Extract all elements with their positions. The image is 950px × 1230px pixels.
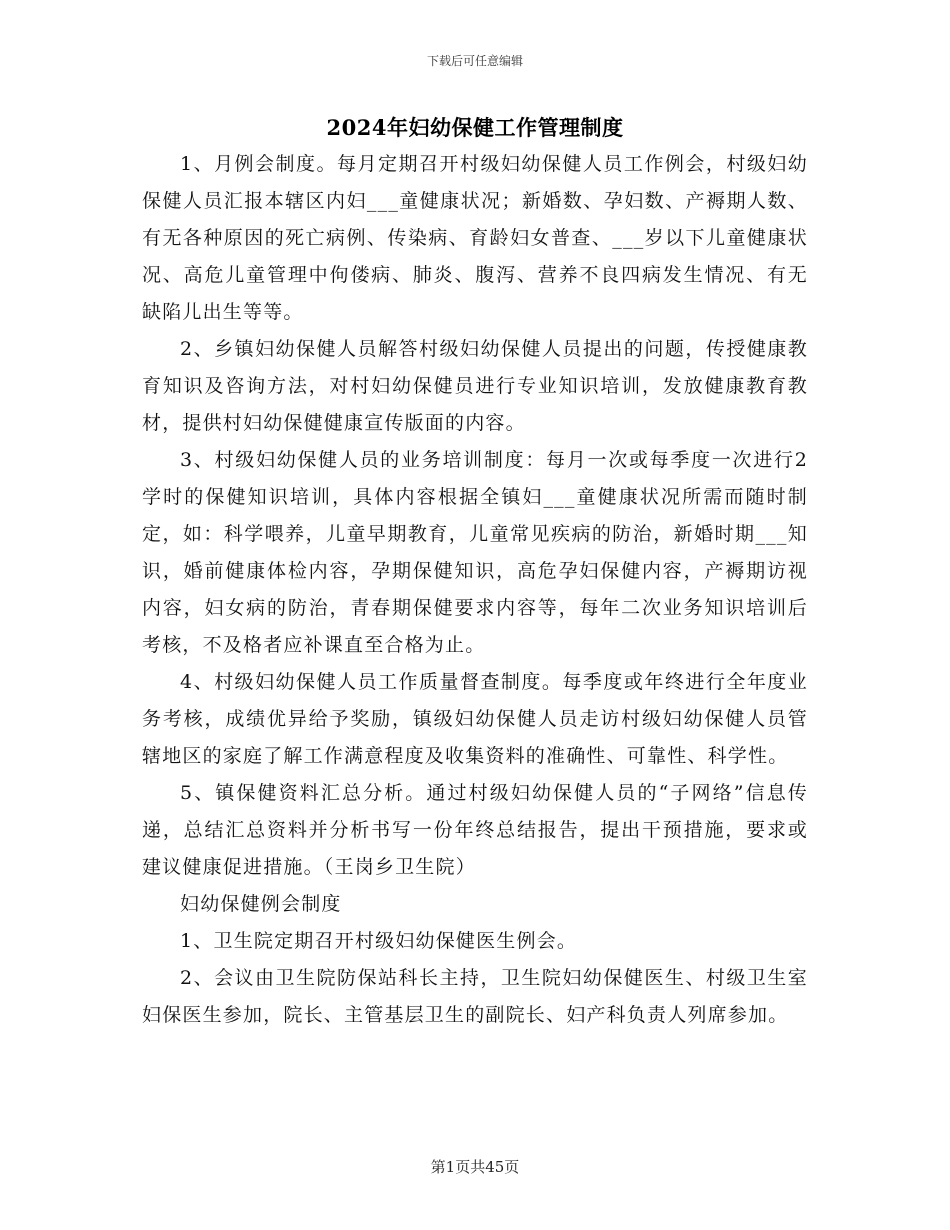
document-body [142,146,808,1034]
paragraph: 4、村级妇幼保健人员工作质量督查制度。每季度或年终进行全年度业务考核，成绩优异给予奖励，镇级妇幼保健人员走访村级妇幼保健人员管辖地区的家庭了解工作满意程度及收集资料的准确性、可靠性、科学性。 [142,671,808,767]
paragraph: 1、卫生院定期召开村级妇幼保健医生例会。 [180,930,578,952]
paragraph: 3、村级妇幼保健人员的业务培训制度：每月一次或每季度一次进行2学时的保健知识培训，具体内容根据全镇妇___童健康状况所需而随时制定，如：科学喂养，儿童早期教育，儿童常见疾病的防治，新婚时期___知识，婚前健康体检内容，孕期保健知识，高危孕妇保健内容，产褥期访视内容，妇女病的防治，青春期保健要求内容等，每年二次业务知识培训后考核，不及格者应补课直至合格为止。 [142,449,808,656]
header-note: 下载后可任意编辑 [426,54,523,68]
page-footer: 第1页共45页 [430,1158,520,1176]
section-heading: 妇幼保健例会制度 [180,893,342,915]
paragraph: 2、会议由卫生院防保站科长主持，卫生院妇幼保健医生、村级卫生室妇保医生参加，院长、主管基层卫生的副院长、妇产科负责人列席参加。 [142,967,808,1026]
paragraph: 1、月例会制度。每月定期召开村级妇幼保健人员工作例会，村级妇幼保健人员汇报本辖区内妇___童健康状况；新婚数、孕妇数、产褥期人数、有无各种原因的死亡病例、传染病、育龄妇女普查、___岁以下儿童健康状况、高危儿童管理中佝偻病、肺炎、腹泻、营养不良四病发生情况、有无缺陷儿出生等等。 [142,153,808,323]
document-title: 2024年妇幼保健工作管理制度 [326,115,624,140]
paragraph: 2、乡镇妇幼保健人员解答村级妇幼保健人员提出的问题，传授健康教育知识及咨询方法，对村妇幼保健员进行专业知识培训，发放健康教育教材，提供村妇幼保健健康宣传版面的内容。 [142,338,808,434]
paragraph: 5、镇保健资料汇总分析。通过村级妇幼保健人员的“子网络”信息传递，总结汇总资料并分析书写一份年终总结报告，提出干预措施，要求或建议健康促进措施。（王岗乡卫生院） [142,782,808,878]
